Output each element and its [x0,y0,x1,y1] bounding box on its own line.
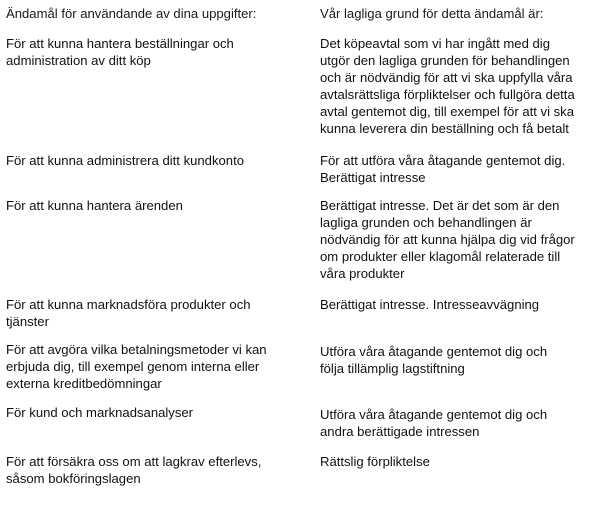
row-7-legal-basis: Rättslig förpliktelse [320,454,430,469]
row-1-legal-basis: Det köpeavtal som vi har ingått med dig utgör den lagliga grunden för behandlingen och är nödvändig för att vi ska uppfylla våra avtalsrättsliga förpliktelser och fullgöra detta avtal gentemot dig, till exempel för att vi ska kunna leverera din beställning och få betalt [320,36,575,136]
legal-basis-column-header: Vår lagliga grund för detta ändamål är: [320,6,544,21]
row-5-purpose: För att avgöra vilka betalningsmetoder vi kan erbjuda dig, till exempel genom interna eller externa kreditbedömningar [6,342,267,391]
row-2-purpose: För att kunna administrera ditt kundkonto [6,153,244,168]
row-6-purpose: För kund och marknadsanalyser [6,405,194,420]
row-6-legal-basis: Utföra våra åtagande gentemot dig och andra berättigade intressen [320,407,548,439]
row-4-purpose: För att kunna marknadsföra produkter och tjänster [6,297,251,329]
row-2-legal-basis: För att utföra våra åtagande gentemot dig. Berättigat intresse [320,153,566,185]
row-4-legal-basis: Berättigat intresse. Intresseavvägning [320,297,540,312]
row-7-purpose: För att försäkra oss om att lagkrav efterlevs, såsom bokföringslagen [6,454,262,486]
row-1-purpose: För att kunna hantera beställningar och administration av ditt köp [6,36,234,68]
row-5-legal-basis: Utföra våra åtagande gentemot dig och följa tillämplig lagstiftning [320,344,548,376]
row-3-legal-basis: Berättigat intresse. Det är det som är den lagliga grunden och behandlingen är nödvändig för att kunna hjälpa dig vid frågor om produkter eller klagomål relaterade till våra produkter [320,198,575,281]
row-3-purpose: För att kunna hantera ärenden [6,198,183,213]
purpose-column-header: Ändamål för användande av dina uppgifter: [6,6,257,21]
